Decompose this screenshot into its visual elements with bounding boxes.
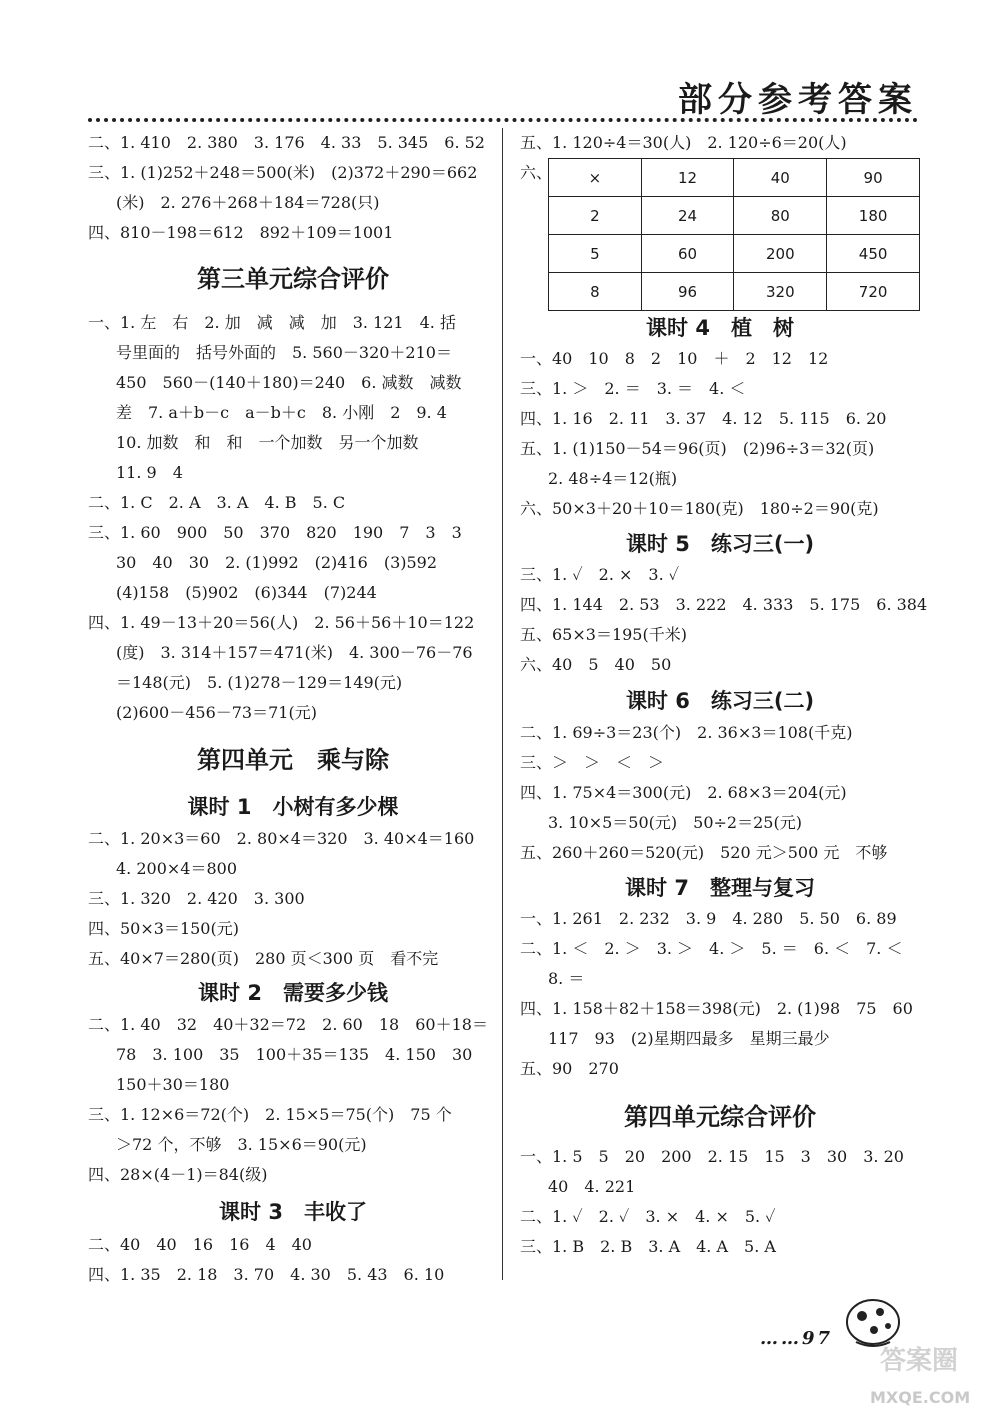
watermark-url: MXQE.COM: [870, 1388, 971, 1407]
answer-line: 二、40 40 16 16 4 40: [88, 1235, 312, 1254]
page-header-title: 部分参考答案: [678, 80, 918, 120]
section-label: 六、: [520, 163, 553, 182]
answer-line: 2. 48÷4＝12(瓶): [548, 469, 678, 488]
answer-line: 五、65×3＝195(千米): [520, 625, 687, 644]
page-number: ……97: [760, 1328, 834, 1349]
lesson5-title: 课时 5 练习三(一): [625, 532, 815, 556]
table-cell: 720: [827, 273, 920, 311]
right-column: [520, 128, 928, 1262]
lesson4-title: 课时 4 植 树: [646, 316, 794, 340]
answer-line: 三、1. (1)252＋248＝500(米) (2)372＋290＝662: [88, 163, 478, 182]
answer-line: 30 40 30 2. (1)992 (2)416 (3)592: [116, 553, 438, 572]
answer-line: 三、1. 320 2. 420 3. 300: [88, 889, 305, 908]
answer-line: 一、40 10 8 2 10 ＋ 2 12 12: [520, 349, 829, 368]
answer-line: 三、＞ ＞ ＜ ＞: [520, 753, 665, 772]
unit4-title: 第四单元 乘与除: [197, 746, 389, 774]
answer-line: 三、1. ＞ 2. ＝ 3. ＝ 4. ＜: [520, 379, 746, 398]
answer-line: ＞72 个，不够 3. 15×6＝90(元): [116, 1135, 367, 1154]
multiplication-table-block: [520, 158, 920, 308]
answer-line: (2)600－456－73＝71(元): [116, 703, 317, 722]
answer-line: 四、50×3＝150(元): [88, 919, 239, 938]
lesson6-title: 课时 6 练习三(二): [625, 689, 815, 713]
table-cell: 80: [734, 197, 827, 235]
watermark-logo: 答案圈: [880, 1346, 959, 1376]
column-divider: [502, 128, 503, 1280]
table-cell: 8: [549, 273, 642, 311]
table-cell: 96: [641, 273, 734, 311]
answer-line: 三、1. 60 900 50 370 820 190 7 3 3: [88, 523, 462, 542]
answer-line: 四、1. 16 2. 11 3. 37 4. 12 5. 115 6. 20: [520, 409, 887, 428]
answer-line: 117 93 (2)星期四最多 星期三最少: [548, 1029, 830, 1048]
lesson2-title: 课时 2 需要多少钱: [198, 981, 388, 1005]
table-row: [549, 273, 920, 311]
table-cell: 180: [827, 197, 920, 235]
table-row: [549, 159, 920, 197]
unit4-review-title: 第四单元综合评价: [624, 1103, 816, 1131]
table-cell: 200: [734, 235, 827, 273]
answer-line: 四、28×(4－1)＝84(级): [88, 1165, 268, 1184]
answer-line: 11. 9 4: [116, 463, 183, 482]
answer-line: 4. 200×4＝800: [116, 859, 238, 878]
answer-line: 五、1. 120÷4＝30(人) 2. 120÷6＝20(人): [520, 133, 847, 152]
answer-line: 四、810－198＝612 892＋109＝1001: [88, 223, 394, 242]
answer-line: (米) 2. 276＋268＋184＝728(只): [116, 193, 380, 212]
answer-line: 450 560－(140＋180)＝240 6. 减数 减数: [116, 373, 462, 392]
table-cell: 5: [549, 235, 642, 273]
left-column: [88, 128, 498, 1290]
answer-line: (度) 3. 314＋157＝471(米) 4. 300－76－76: [116, 643, 473, 662]
answer-line: 六、50×3＋20＋10＝180(克) 180÷2＝90(克): [520, 499, 879, 518]
answer-line: 二、1. 410 2. 380 3. 176 4. 33 5. 345 6. 52: [88, 133, 485, 152]
table-cell: 12: [641, 159, 734, 197]
lesson1-title: 课时 1 小树有多少棵: [187, 795, 399, 819]
lesson7-title: 课时 7 整理与复习: [625, 876, 815, 900]
answer-line: 差 7. a＋b－c a－b＋c 8. 小刚 2 9. 4: [116, 403, 447, 422]
answer-line: 二、1. 20×3＝60 2. 80×4＝320 3. 40×4＝160: [88, 829, 475, 848]
answer-line: 五、40×7＝280(页) 280 页＜300 页 看不完: [88, 949, 439, 968]
answer-line: 二、1. C 2. A 3. A 4. B 5. C: [88, 493, 346, 512]
table-cell: 2: [549, 197, 642, 235]
answer-line: ＝148(元) 5. (1)278－129＝149(元): [116, 673, 403, 692]
answer-line: 四、1. 35 2. 18 3. 70 4. 30 5. 43 6. 10: [88, 1265, 445, 1284]
table-cell: 24: [641, 197, 734, 235]
table-cell: 60: [641, 235, 734, 273]
table-cell: 320: [734, 273, 827, 311]
answer-line: 三、1. B 2. B 3. A 4. A 5. A: [520, 1237, 776, 1256]
answer-line: 78 3. 100 35 100＋35＝135 4. 150 30: [116, 1045, 473, 1064]
answer-line: 四、1. 49－13＋20＝56(人) 2. 56＋56＋10＝122: [88, 613, 475, 632]
answer-line: 一、1. 左 右 2. 加 减 减 加 3. 121 4. 括: [88, 313, 456, 332]
answer-line: 五、260＋260＝520(元) 520 元＞500 元 不够: [520, 843, 888, 862]
answer-line: 二、1. 40 32 40＋32＝72 2. 60 18 60＋18＝: [88, 1015, 488, 1034]
answer-line: 五、90 270: [520, 1059, 619, 1078]
answer-line: 二、1. ✓ 2. ✓ 3. × 4. × 5. ✓: [520, 1207, 776, 1226]
answer-line: (4)158 (5)902 (6)344 (7)244: [116, 583, 377, 602]
answer-line: 二、1. 69÷3＝23(个) 2. 36×3＝108(千克): [520, 723, 853, 742]
answer-line: 号里面的 括号外面的 5. 560－320＋210＝: [116, 343, 452, 362]
answer-line: 二、1. ＜ 2. ＞ 3. ＞ 4. ＞ 5. ＝ 6. ＜ 7. ＜: [520, 939, 903, 958]
answer-line: 150＋30＝180: [116, 1075, 230, 1094]
multiplication-table: [548, 158, 920, 311]
answer-line: 四、1. 158＋82＋158＝398(元) 2. (1)98 75 60: [520, 999, 913, 1018]
answer-line: 四、1. 75×4＝300(元) 2. 68×3＝204(元): [520, 783, 847, 802]
table-cell: 90: [827, 159, 920, 197]
answer-line: 四、1. 144 2. 53 3. 222 4. 333 5. 175 6. 384: [520, 595, 928, 614]
table-row: [549, 235, 920, 273]
table-row: [549, 197, 920, 235]
unit3-title: 第三单元综合评价: [197, 265, 389, 293]
table-cell: 40: [734, 159, 827, 197]
answer-line: 六、40 5 40 50: [520, 655, 672, 674]
table-cell: 450: [827, 235, 920, 273]
answer-line: 40 4. 221: [548, 1177, 636, 1196]
header-dotted-rule: [88, 118, 918, 122]
answer-line: 一、1. 261 2. 232 3. 9 4. 280 5. 50 6. 89: [520, 909, 897, 928]
answer-line: 三、1. 12×6＝72(个) 2. 15×5＝75(个) 75 个: [88, 1105, 452, 1124]
lesson3-title: 课时 3 丰收了: [219, 1200, 367, 1224]
answer-line: 三、1. ✓ 2. × 3. ✓: [520, 565, 680, 584]
answer-line: 3. 10×5＝50(元) 50÷2＝25(元): [548, 813, 802, 832]
answer-line: 一、1. 5 5 20 200 2. 15 15 3 30 3. 20: [520, 1147, 904, 1166]
answer-line: 五、1. (1)150－54＝96(页) (2)96÷3＝32(页): [520, 439, 875, 458]
answer-line: 8. ＝: [548, 969, 585, 988]
table-cell: ×: [549, 159, 642, 197]
answer-line: 10. 加数 和 和 一个加数 另一个加数: [116, 433, 419, 452]
